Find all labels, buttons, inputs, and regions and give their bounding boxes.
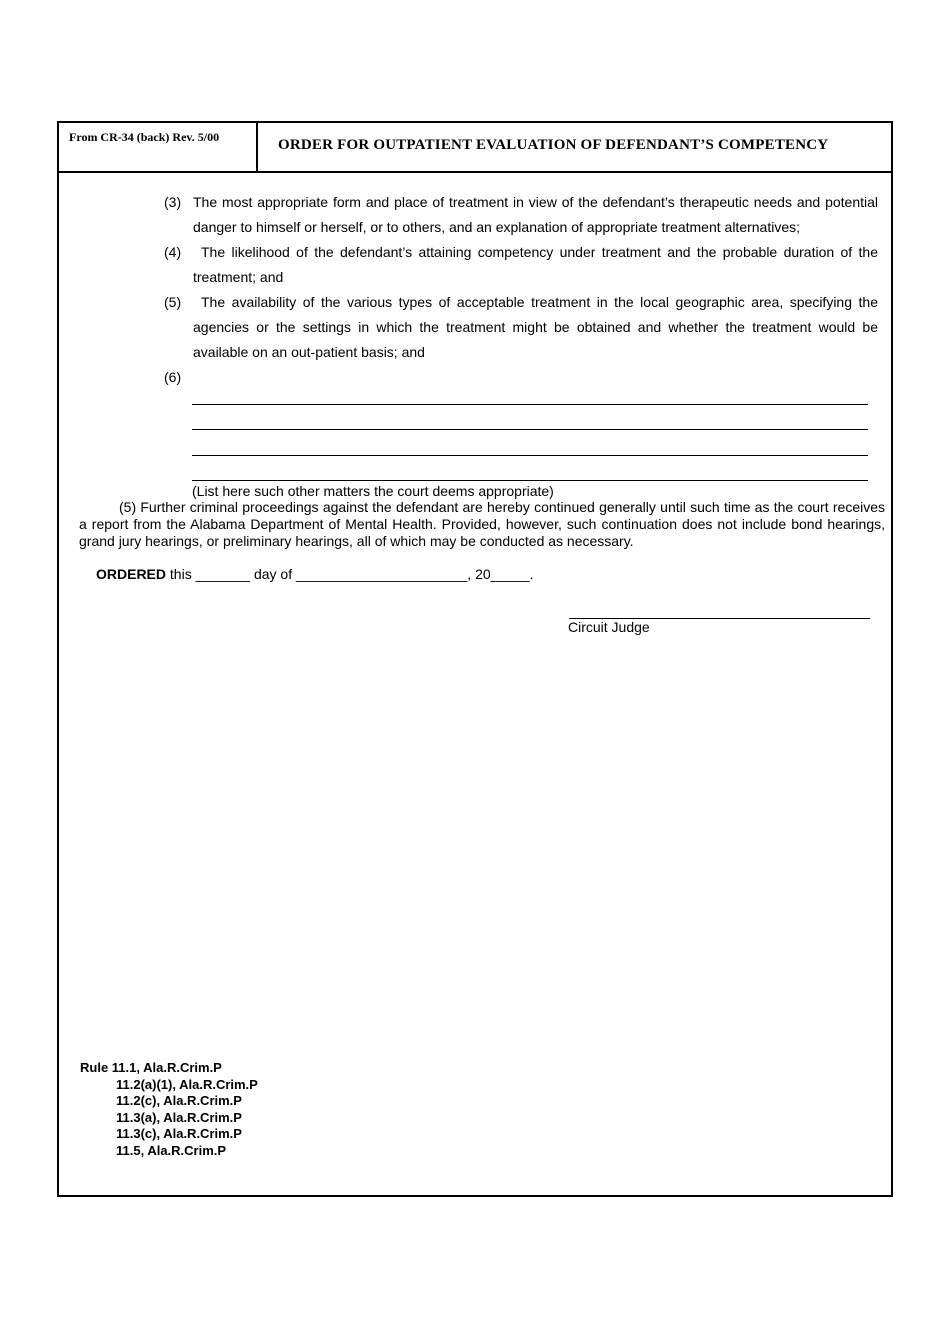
blank-line[interactable] <box>192 480 868 481</box>
rule-reference: Rule 11.1, Ala.R.Crim.P <box>80 1060 222 1075</box>
blank-line[interactable] <box>192 455 868 456</box>
item-text: The likelihood of the defendant’s attaining competency under treatment and the probable duration of the treatment; and <box>193 244 878 285</box>
form-code: From CR-34 (back) Rev. 5/00 <box>59 123 258 171</box>
rule-reference: 11.2(a)(1), Ala.R.Crim.P <box>116 1076 258 1092</box>
order-line <box>96 566 533 582</box>
ordered-label: ORDERED <box>96 566 167 582</box>
rule-reference: 11.3(a), Ala.R.Crim.P <box>116 1109 242 1125</box>
signature-title: Circuit Judge <box>568 619 650 635</box>
blank-line[interactable] <box>192 429 868 430</box>
rule-reference: 11.2(c), Ala.R.Crim.P <box>116 1093 242 1108</box>
item-text: The most appropriate form and place of treatment in view of the defendant’s therapeutic needs and potential danger to himself or herself, or to others, and an explanation of appropriate treatment alternatives; <box>193 194 878 235</box>
order-date-line[interactable]: this _______ day of ______________________, 20_____. <box>166 566 534 582</box>
rule-reference: 11.3(c), Ala.R.Crim.P <box>116 1126 242 1141</box>
item-number: (3) <box>164 194 182 210</box>
item-number: (6) <box>164 369 182 385</box>
form-frame <box>57 121 893 1197</box>
rule-reference: 11.5, Ala.R.Crim.P <box>116 1142 227 1158</box>
form-header <box>59 123 891 173</box>
item-number: (5) <box>164 294 182 310</box>
other-matters-note: (List here such other matters the court deems appropriate) <box>192 483 554 499</box>
item-number: (4) <box>164 244 182 260</box>
continuation-paragraph: (5) Further criminal proceedings against the defendant are hereby continued generally until such time as the court receives a report from the Alabama Department of Mental Health. Provided, however, such continuation does not include bond hearings, grand jury hearings, or preliminary hearings, all of which may be conducted as necessary. <box>79 499 885 549</box>
rule-references <box>80 1060 258 1159</box>
form-title: ORDER FOR OUTPATIENT EVALUATION OF DEFENDANT’S COMPETENCY <box>278 137 829 153</box>
blank-line[interactable] <box>192 404 868 405</box>
item-text: The availability of the various types of acceptable treatment in the local geographic area, specifying the agencies or the settings in which the treatment might be obtained and whether the treatment would be available on an out-patient basis; and <box>193 294 878 360</box>
